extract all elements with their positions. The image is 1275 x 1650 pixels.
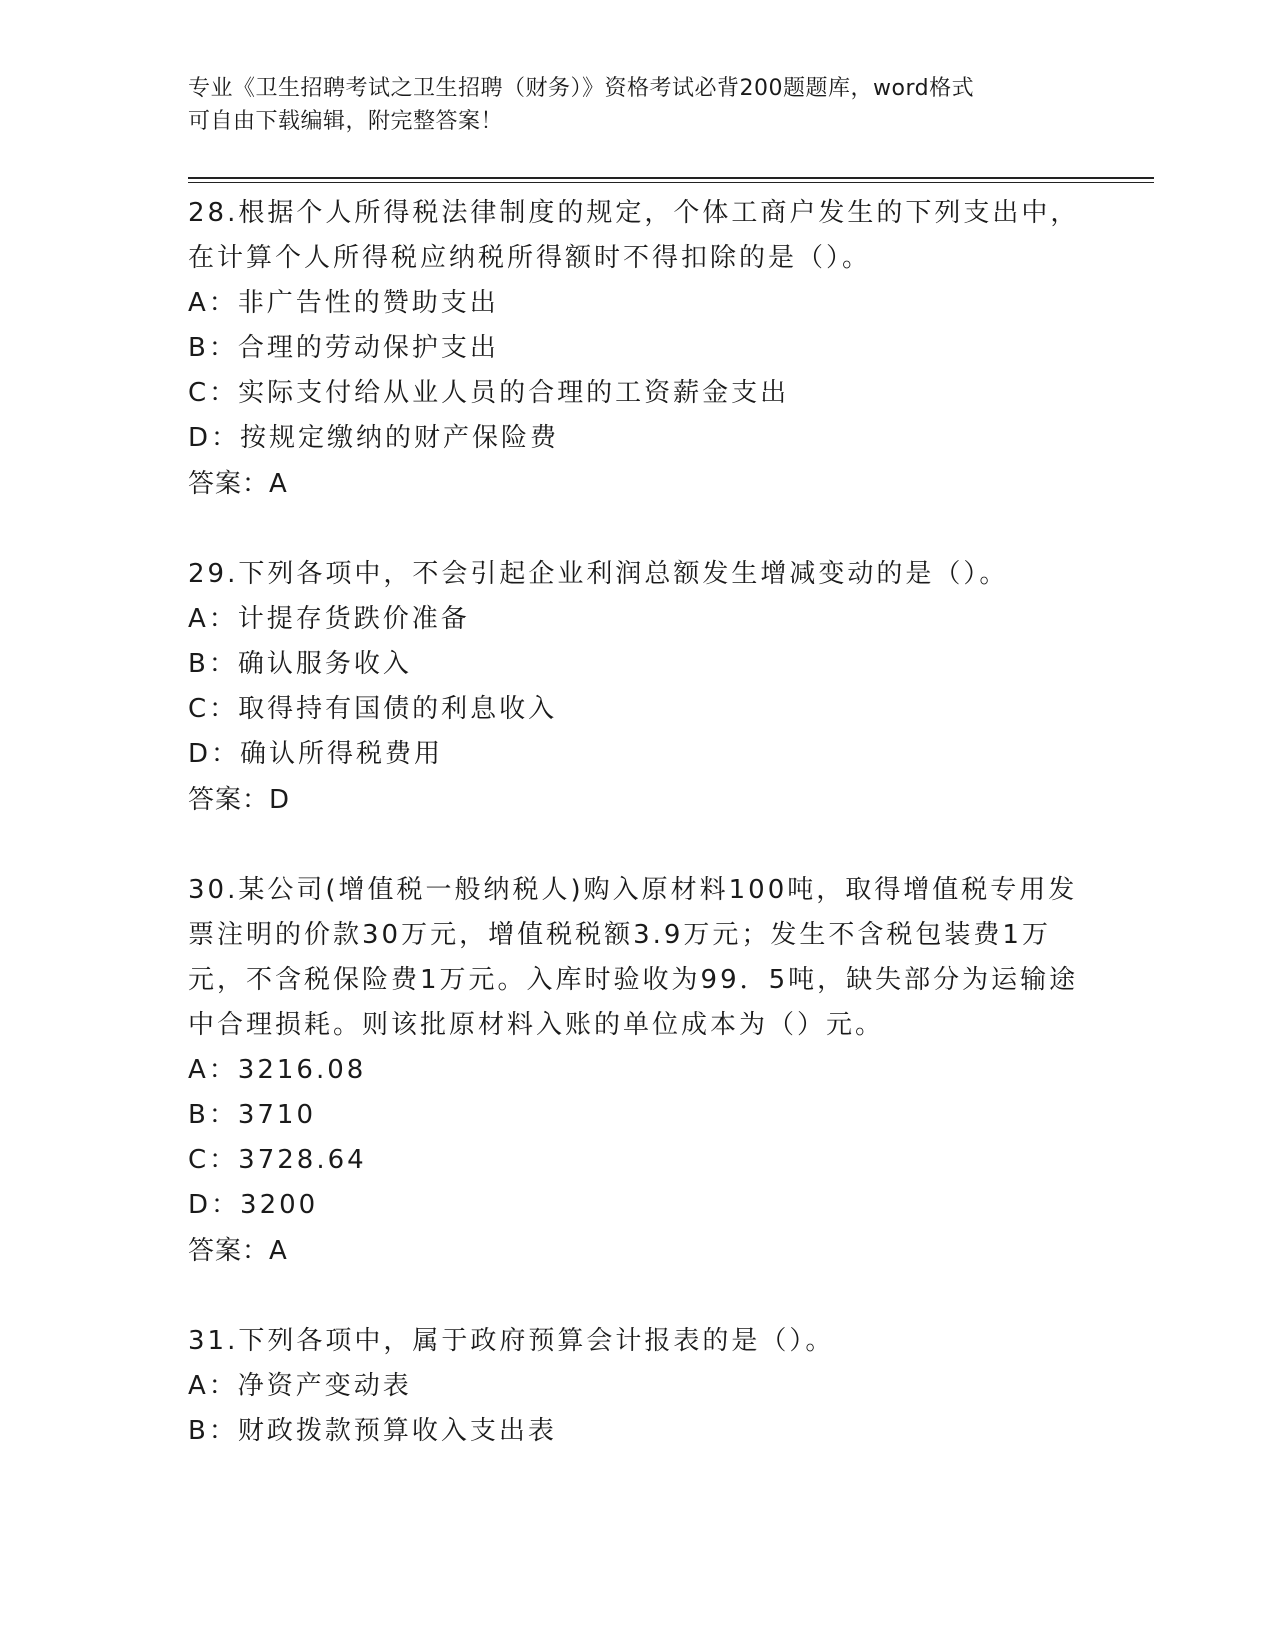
header-line-2: 可自由下载编辑，附完整答案！: [188, 109, 504, 134]
question-stem: 31.下列各项中，属于政府预算会计报表的是（）。: [188, 1326, 835, 1356]
option-d: D：确认所得税费用: [188, 739, 444, 769]
answer: 答案：A: [188, 1236, 288, 1266]
answer: 答案：A: [188, 469, 288, 499]
question-31: [188, 1319, 1088, 1454]
question-stem: 30.某公司(增值税一般纳税人)购入原材料100吨，取得增值税专用发票注明的价款30万元，增值税税额3.9万元；发生不含税包装费1万元，不含税保险费1万元。入库时验收为99．5吨，缺失部分为运输途中合理损耗。则该批原材料入账的单位成本为（）元。: [188, 875, 1079, 1040]
question-28: [188, 191, 1088, 507]
option-b: B：财政拨款预算收入支出表: [188, 1416, 557, 1446]
option-b: B：合理的劳动保护支出: [188, 333, 499, 363]
answer: 答案：D: [188, 785, 291, 815]
option-a: A：计提存货跌价准备: [188, 604, 470, 634]
option-c: C：取得持有国债的利息收入: [188, 694, 558, 724]
document-header: [188, 72, 1068, 138]
option-a: A：3216.08: [188, 1055, 367, 1085]
header-line-1: 专业《卫生招聘考试之卫生招聘（财务）》资格考试必背200题题库，word格式: [188, 76, 975, 101]
option-a: A：非广告性的赞助支出: [188, 288, 499, 318]
question-30: [188, 868, 1088, 1274]
option-d: D：3200: [188, 1190, 319, 1220]
option-b: B：确认服务收入: [188, 649, 412, 679]
question-stem: 29.下列各项中，不会引起企业利润总额发生增减变动的是（）。: [188, 559, 1009, 589]
option-d: D：按规定缴纳的财产保险费: [188, 423, 560, 453]
question-list: [188, 191, 1088, 1454]
question-29: [188, 552, 1088, 823]
header-divider-thin: [188, 182, 1154, 183]
option-c: C：实际支付给从业人员的合理的工资薪金支出: [188, 378, 790, 408]
header-divider-thick: [188, 177, 1154, 179]
option-b: B：3710: [188, 1100, 317, 1130]
option-a: A：净资产变动表: [188, 1371, 412, 1401]
option-c: C：3728.64: [188, 1145, 367, 1175]
question-stem: 28.根据个人所得税法律制度的规定，个体工商户发生的下列支出中，在计算个人所得税应纳税所得额时不得扣除的是（）。: [188, 198, 1080, 273]
